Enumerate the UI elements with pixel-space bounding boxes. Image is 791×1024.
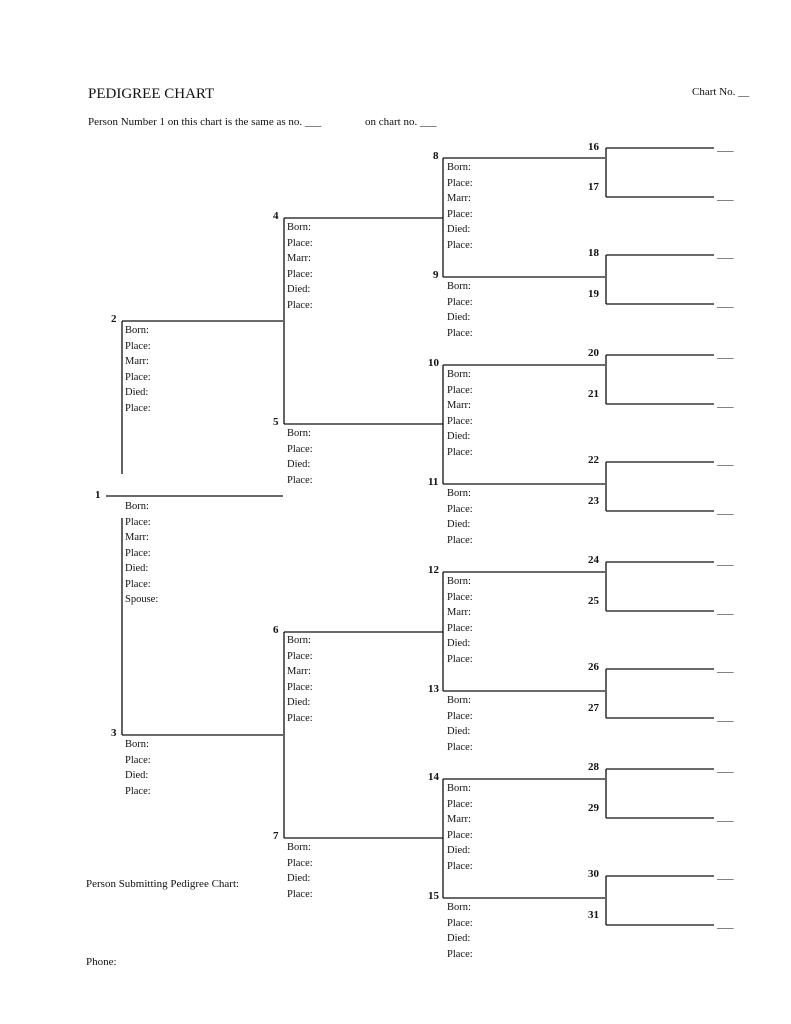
marr-label: Marr: bbox=[125, 356, 149, 367]
place-label: Place: bbox=[125, 340, 151, 352]
person-number-23: 23 bbox=[588, 495, 599, 507]
person-number-22: 22 bbox=[588, 454, 599, 466]
place-label: Place: bbox=[447, 948, 473, 960]
person-number-14: 14 bbox=[428, 771, 439, 783]
place-label: Place: bbox=[125, 402, 151, 414]
person-number-13: 13 bbox=[428, 683, 439, 695]
person-4-fields bbox=[287, 220, 313, 313]
marr-label: Marr: bbox=[447, 814, 471, 825]
continuation-blank-16[interactable]: ___ bbox=[717, 141, 734, 153]
place-label: Place: bbox=[287, 650, 313, 662]
person-6-fields bbox=[287, 633, 313, 726]
person-1-fields bbox=[125, 499, 158, 608]
place-label: Place: bbox=[287, 712, 313, 724]
person-number-1: 1 bbox=[95, 489, 101, 501]
on-chart-text: on chart no. bbox=[365, 116, 418, 128]
place-label: Place: bbox=[447, 208, 473, 220]
died-label: Died: bbox=[287, 284, 311, 295]
person-15-fields bbox=[447, 900, 473, 962]
continuation-blank-29[interactable]: ___ bbox=[717, 811, 734, 823]
marr-label: Marr: bbox=[447, 400, 471, 411]
place-label: Place: bbox=[287, 681, 313, 693]
died-label: Died: bbox=[447, 519, 471, 530]
spouse-label: Spouse: bbox=[125, 594, 159, 605]
person-2-fields bbox=[125, 323, 151, 416]
marr-label: Marr: bbox=[447, 193, 471, 204]
place-label: Place: bbox=[447, 741, 473, 753]
place-label: Place: bbox=[125, 371, 151, 383]
person-13-fields bbox=[447, 693, 473, 755]
place-label: Place: bbox=[447, 860, 473, 872]
place-label: Place: bbox=[287, 888, 313, 900]
person-number-18: 18 bbox=[588, 247, 599, 259]
person-number-20: 20 bbox=[588, 347, 599, 359]
continuation-blank-23[interactable]: ___ bbox=[717, 504, 734, 516]
born-label: Born: bbox=[125, 739, 149, 750]
on-chart-field[interactable]: ___ bbox=[419, 116, 437, 128]
person-number-21: 21 bbox=[588, 388, 599, 400]
person-number-30: 30 bbox=[588, 868, 599, 880]
born-label: Born: bbox=[287, 222, 311, 233]
place-label: Place: bbox=[447, 384, 473, 396]
phone-label: Phone: bbox=[86, 956, 117, 968]
place-label: Place: bbox=[447, 415, 473, 427]
died-label: Died: bbox=[125, 770, 149, 781]
person-number-16: 16 bbox=[588, 141, 599, 153]
person-3-fields bbox=[125, 737, 151, 799]
born-label: Born: bbox=[447, 695, 471, 706]
person-same-text: Person Number 1 on this chart is the same as no. bbox=[88, 116, 303, 128]
person-number-8: 8 bbox=[433, 150, 439, 162]
person-number-4: 4 bbox=[273, 210, 279, 222]
place-label: Place: bbox=[287, 268, 313, 280]
place-label: Place: bbox=[447, 710, 473, 722]
person-11-fields bbox=[447, 486, 473, 548]
person-14-fields bbox=[447, 781, 473, 874]
died-label: Died: bbox=[287, 459, 311, 470]
chart-no-field[interactable]: __ bbox=[738, 86, 750, 98]
person-9-fields bbox=[447, 279, 473, 341]
place-label: Place: bbox=[125, 785, 151, 797]
died-label: Died: bbox=[287, 697, 311, 708]
place-label: Place: bbox=[447, 446, 473, 458]
place-label: Place: bbox=[447, 327, 473, 339]
continuation-blank-20[interactable]: ___ bbox=[717, 348, 734, 360]
person-number-9: 9 bbox=[433, 269, 439, 281]
died-label: Died: bbox=[447, 845, 471, 856]
continuation-blank-19[interactable]: ___ bbox=[717, 297, 734, 309]
person-number-31: 31 bbox=[588, 909, 599, 921]
continuation-blank-30[interactable]: ___ bbox=[717, 869, 734, 881]
person-number-12: 12 bbox=[428, 564, 439, 576]
chart-no-text: Chart No. bbox=[692, 86, 736, 98]
marr-label: Marr: bbox=[447, 607, 471, 618]
place-label: Place: bbox=[125, 754, 151, 766]
place-label: Place: bbox=[125, 516, 151, 528]
person-number-25: 25 bbox=[588, 595, 599, 607]
person-8-fields bbox=[447, 160, 473, 253]
place-label: Place: bbox=[447, 177, 473, 189]
born-label: Born: bbox=[287, 635, 311, 646]
died-label: Died: bbox=[125, 563, 149, 574]
place-label: Place: bbox=[447, 798, 473, 810]
born-label: Born: bbox=[447, 162, 471, 173]
continuation-blank-27[interactable]: ___ bbox=[717, 711, 734, 723]
person-number-10: 10 bbox=[428, 357, 439, 369]
person-number-27: 27 bbox=[588, 702, 599, 714]
continuation-blank-26[interactable]: ___ bbox=[717, 662, 734, 674]
continuation-blank-28[interactable]: ___ bbox=[717, 762, 734, 774]
person-number-26: 26 bbox=[588, 661, 599, 673]
place-label: Place: bbox=[125, 578, 151, 590]
person-number-11: 11 bbox=[428, 476, 439, 488]
continuation-blank-18[interactable]: ___ bbox=[717, 248, 734, 260]
place-label: Place: bbox=[287, 237, 313, 249]
place-label: Place: bbox=[125, 547, 151, 559]
person-number-24: 24 bbox=[588, 554, 599, 566]
born-label: Born: bbox=[125, 501, 149, 512]
person-number-5: 5 bbox=[273, 416, 279, 428]
died-label: Died: bbox=[447, 638, 471, 649]
page-title: PEDIGREE CHART bbox=[88, 86, 215, 102]
died-label: Died: bbox=[447, 224, 471, 235]
died-label: Died: bbox=[125, 387, 149, 398]
born-label: Born: bbox=[447, 902, 471, 913]
person-number-29: 29 bbox=[588, 802, 599, 814]
continuation-blank-17[interactable]: ___ bbox=[717, 190, 734, 202]
place-label: Place: bbox=[447, 503, 473, 515]
marr-label: Marr: bbox=[287, 253, 311, 264]
place-label: Place: bbox=[287, 474, 313, 486]
place-label: Place: bbox=[447, 829, 473, 841]
born-label: Born: bbox=[447, 369, 471, 380]
person-number-2: 2 bbox=[111, 313, 117, 325]
born-label: Born: bbox=[287, 428, 311, 439]
person-12-fields bbox=[447, 574, 473, 667]
died-label: Died: bbox=[287, 873, 311, 884]
continuation-blank-21[interactable]: ___ bbox=[717, 397, 734, 409]
place-label: Place: bbox=[447, 296, 473, 308]
marr-label: Marr: bbox=[287, 666, 311, 677]
person-number-6: 6 bbox=[273, 624, 279, 636]
born-label: Born: bbox=[447, 783, 471, 794]
person-number-15: 15 bbox=[428, 890, 439, 902]
place-label: Place: bbox=[447, 239, 473, 251]
person-10-fields bbox=[447, 367, 473, 460]
place-label: Place: bbox=[287, 299, 313, 311]
person-number-3: 3 bbox=[111, 727, 117, 739]
person-number-17: 17 bbox=[588, 181, 599, 193]
person-7-fields bbox=[287, 840, 313, 902]
person-same-field[interactable]: ___ bbox=[304, 116, 322, 128]
died-label: Died: bbox=[447, 431, 471, 442]
born-label: Born: bbox=[447, 576, 471, 587]
born-label: Born: bbox=[447, 488, 471, 499]
place-label: Place: bbox=[447, 534, 473, 546]
place-label: Place: bbox=[447, 591, 473, 603]
person-number-28: 28 bbox=[588, 761, 599, 773]
place-label: Place: bbox=[447, 653, 473, 665]
person-number-7: 7 bbox=[273, 830, 279, 842]
died-label: Died: bbox=[447, 933, 471, 944]
person-number-19: 19 bbox=[588, 288, 599, 300]
continuation-blank-25[interactable]: ___ bbox=[717, 604, 734, 616]
born-label: Born: bbox=[287, 842, 311, 853]
place-label: Place: bbox=[447, 622, 473, 634]
died-label: Died: bbox=[447, 312, 471, 323]
place-label: Place: bbox=[447, 917, 473, 929]
continuation-blank-24[interactable]: ___ bbox=[717, 555, 734, 567]
submitter-label: Person Submitting Pedigree Chart: bbox=[86, 878, 240, 890]
continuation-blank-22[interactable]: ___ bbox=[717, 455, 734, 467]
continuation-blank-31[interactable]: ___ bbox=[717, 918, 734, 930]
place-label: Place: bbox=[287, 857, 313, 869]
place-label: Place: bbox=[287, 443, 313, 455]
born-label: Born: bbox=[447, 281, 471, 292]
person-5-fields bbox=[287, 426, 313, 488]
died-label: Died: bbox=[447, 726, 471, 737]
marr-label: Marr: bbox=[125, 532, 149, 543]
born-label: Born: bbox=[125, 325, 149, 336]
